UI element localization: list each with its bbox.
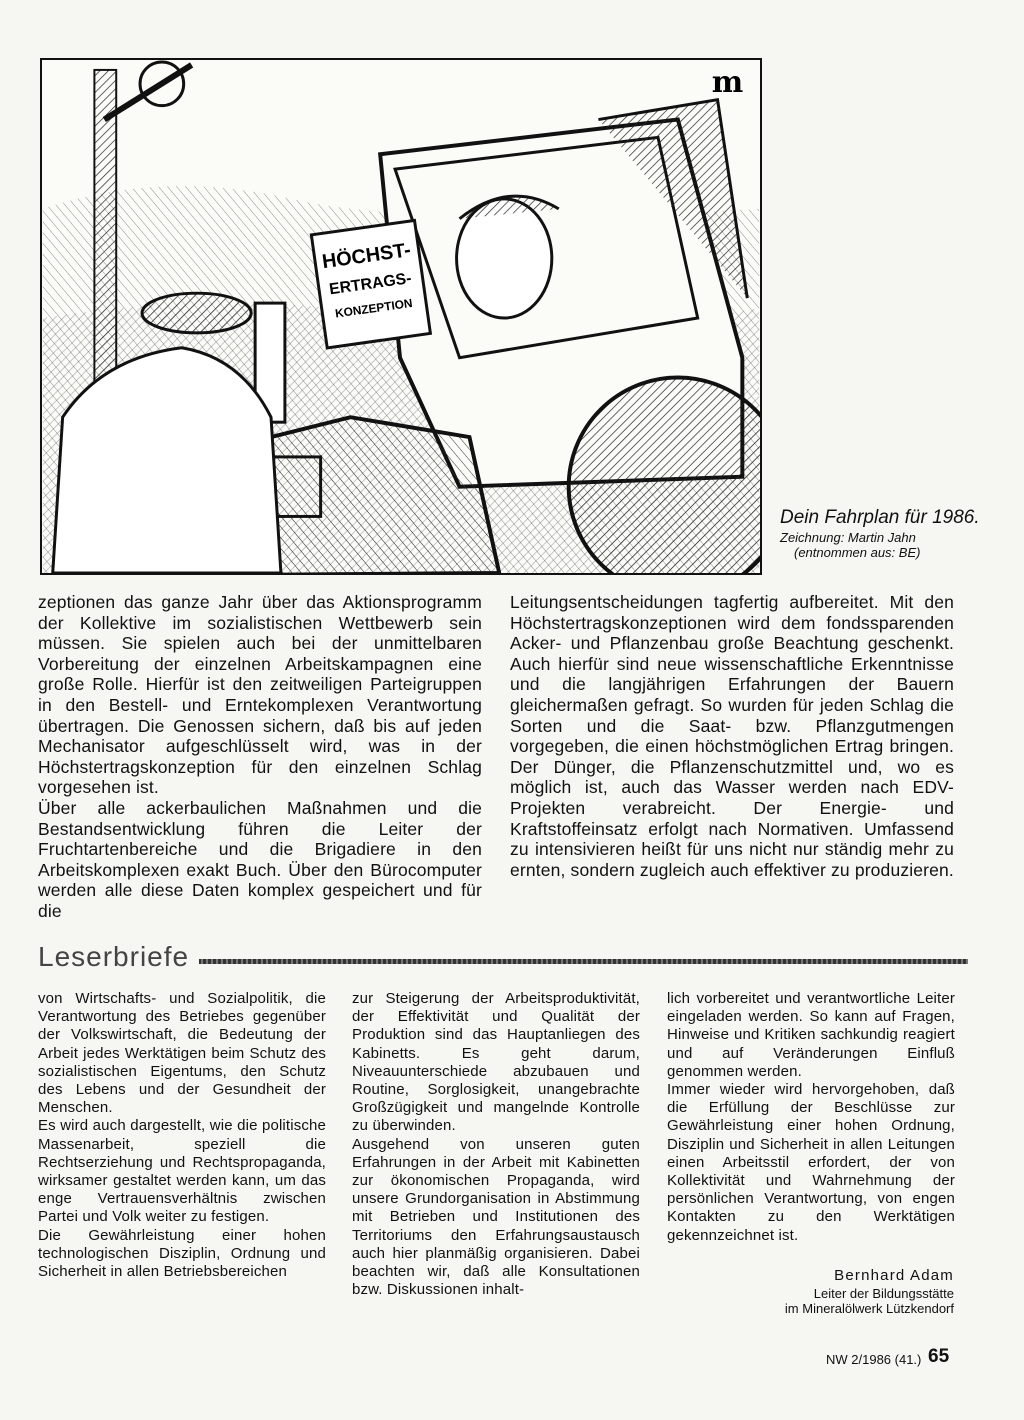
article-paragraph: zeptionen das ganze Jahr über das Aktionsprogramm der Kollektive im sozialistischen Wettbewerb sein müssen. Sie spielen auch bei der unmittelbaren Vorbereitung der einzelnen Arbeitskampagnen eine große Rolle. Hierfür ist den zeitweiligen Parteigruppen in den Bestell- und Erntekomplexen Verantwortung übertragen. Die Genossen sichern, daß bis auf jeden Mechanisator aufgeschlüsselt wird, was in der Höchstertragskonzeption für den einzelnen Schlag vorgesehen ist. (38, 592, 482, 798)
article-paragraph: Leitungsentscheidungen tagfertig aufbereitet. Mit den Höchstertragskonzeptionen wird dem fondssparenden Acker- und Pflanzenbau große Beachtung geschenkt. Auch hierfür sind neue wissenschaftliche Erkenntnisse und die langjährigen Erfahrungen der Bauern gleichermaßen gefragt. So wurden für jeden Schlag die Sorten und die Saat- bzw. Pflanzgutmengen vorgegeben, die einen höchstmöglichen Ertrag bringen. Der Dünger, die Pflanzenschutzmittel und, wo es möglich ist, auch das Wasser werden nach EDV-Projekten verabreicht. Der Energie- und Kraftstoffeinsatz erfolgt nach Normativen. Umfassend zu intensivieren heißt für uns nicht nur ständig mehr zu ernten, sondern zugleich auch effektiver zu produzieren. (510, 592, 954, 880)
caption-title: Dein Fahrplan für 1986. (780, 507, 980, 528)
article-column-left (38, 592, 482, 922)
page-number: 65 (928, 1346, 950, 1367)
letter-paragraph: Die Gewährleistung einer hohen technologischen Disziplin, Ordnung und Sicherheit in allen Betriebsbereichen (38, 1226, 326, 1281)
cartoon-caption (780, 508, 980, 560)
letter-paragraph: von Wirtschafts- und Sozialpolitik, die Verantwortung des Betriebes gegenüber der Volkswirtschaft, die Bedeutung der Arbeit jedes Werktätigen beim Schutz des sozialistischen Eigentums, den Schutz des Lebens und der Gesundheit der Menschen. (38, 990, 326, 1117)
cartoon-illustration (40, 58, 762, 575)
letter-column-2 (352, 990, 640, 1299)
letter-paragraph: Es wird auch dargestellt, wie die politische Massenarbeit, speziell die Rechtserziehung und Rechtspropaganda, wirksamer gestaltet werden kann, um das enge Vertrauensverhältnis zwischen Partei und Volk weiter zu festigen. (38, 1117, 326, 1226)
letter-paragraph: zur Steigerung der Arbeitsproduktivität, der Effektivität und Qualität der Produktion sind das Hauptanliegen des Kabinetts. Es geht darum, Niveauunterschiede abzubauen und Routine, Sorglosigkeit, unangebrachte Großzügigkeit und mangelnde Kontrolle zu überwinden. (352, 990, 640, 1135)
author-signature (785, 1266, 954, 1316)
sign-line-3: KONZEPTION (334, 295, 414, 321)
section-heading-leserbriefe (38, 940, 968, 974)
sign-line-1: HÖCHST- (320, 239, 413, 274)
author-role-line-2: im Mineralölwerk Lützkendorf (784, 1301, 954, 1316)
author-name: Bernhard Adam (834, 1267, 954, 1284)
letter-paragraph: Ausgehend von unseren guten Erfahrungen in der Arbeit mit Kabinetten zur ökonomischen Propaganda, wird unsere Grundorganisation in Abstimmung mit Betrieben und Institutionen des Territoriums den Erfahrungsaustausch auch hier planmäßig organisieren. Dabei beachten wir, daß alle Konsultationen bzw. Diskussionen inhalt- (352, 1135, 640, 1299)
letter-column-1 (38, 990, 326, 1281)
cartoon-drawing (42, 60, 760, 573)
letter-paragraph: Immer wieder wird hervorgehoben, daß die Erfüllung der Beschlüsse zur Gewährleistung einer hohen Ordnung, Disziplin und Sicherheit in allen Leitungen einen Arbeitsstil erfordert, der von Kollektivität und Wahrnehmung der persönlichen Verantwortung, von engen Kontakten zu den Werktätigen gekennzeichnet ist. (667, 1081, 955, 1244)
sign-line-2: ERTRAGS- (328, 269, 413, 299)
caption-credit: Zeichnung: Martin Jahn (780, 530, 916, 545)
section-rule (193, 959, 968, 964)
article-column-right (510, 592, 954, 880)
issue-reference: NW 2/1986 (41.) (826, 1352, 922, 1367)
article-paragraph: Über alle ackerbaulichen Maßnahmen und die Bestandsentwicklung führen die Leiter der Fruchtartenbereiche und die Brigadiere in den Arbeitskomplexen exakt Buch. Über den Bürocomputer werden alle diese Daten komplex gespeichert und für die (38, 797, 482, 921)
hoechstertrag-sign (311, 220, 430, 347)
section-title: Leserbriefe (38, 940, 199, 974)
letter-paragraph: lich vorbereitet und verantwortliche Leiter eingeladen werden. So kann auf Fragen, Hinweise und Kritiken sachkundig reagiert und auf Veränderungen Einfluß genommen werden. (667, 990, 955, 1080)
author-role-line-1: Leiter der Bildungsstätte (813, 1286, 954, 1301)
letter-column-3 (667, 990, 955, 1245)
caption-source: (entnommen aus: BE) (794, 545, 921, 560)
artist-monogram: m (711, 64, 744, 100)
